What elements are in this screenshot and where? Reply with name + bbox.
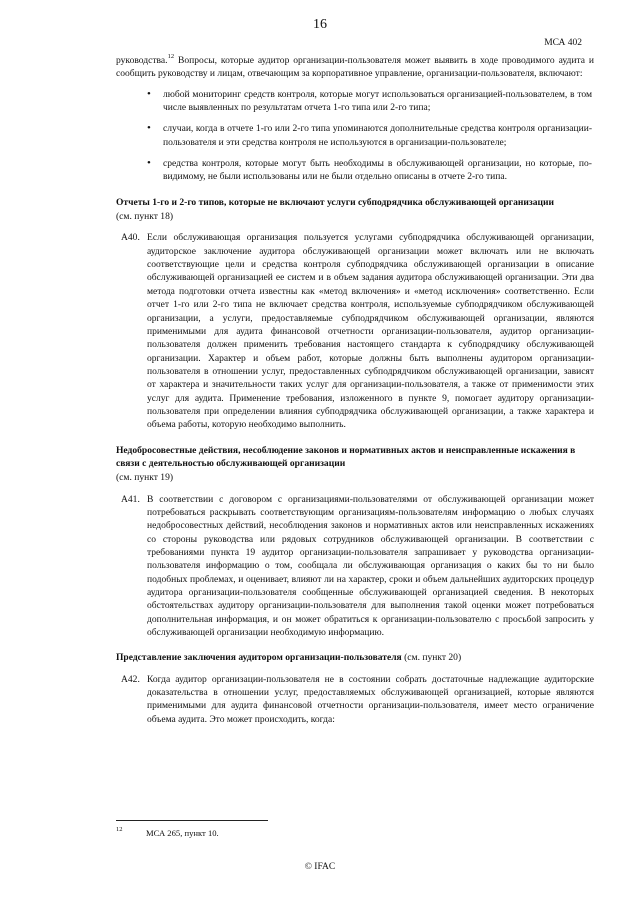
page-body — [116, 54, 594, 726]
bullet-icon: • — [147, 157, 151, 170]
standard-label: МСА 402 — [544, 38, 582, 48]
list-item-text: средства контроля, которые могут быть необходимы в обслуживающей организации, но которые, по-видимому, не были использованы или не были отдельно описаны в отчете 2-го типа. — [163, 158, 592, 183]
bullet-list — [116, 88, 594, 184]
section-reference: (см. пункт 19) — [116, 472, 174, 484]
paragraph-text: Когда аудитор организации-пользователя не в состоянии собрать достаточные надлежащие аудиторские доказательства в отношении услуг, предоставляемых обслуживающей организацией, которые являются применимыми для аудита финансовой отчетности организации-пользователя, имеет место ограничение объема аудита. Это может происходить, когда: — [147, 673, 594, 725]
page-number: 16 — [313, 17, 327, 32]
numbered-paragraph — [116, 673, 594, 726]
paragraph-text: Если обслуживающая организация пользуется услугами субподрядчика обслуживающей организации, аудиторское заключение аудитора обслуживающей организации может включать или не включать соответствующие цели и средства контроля субподрядчика обслуживающей организации в описание обслуживающей организацией ее систем и в объем задания аудитора обслуживающей организации. Эти два метода подготовки отчета известны как «метод включения» и «метод исключения» соответственно. Если отчет 1-го или 2-го типа не включает средства контроля, используемые субподрядчиком обслуживающей организации, а услуги, предоставляемые субподрядчиком обслуживающей организации, являются применимыми для аудита финансовой отчетности организации-пользователя, аудитор организации-пользователя должен применить требования настоящего стандарта к субподрядчику обслуживающей организации. Характер и объем работ, которые должны быть выполнены аудитором организации-пользователя в отношении услуг, предоставленных субподрядчиком обслуживающей организации, зависят от характера и значительности таких услуг для организации-пользователя, а также от применимости этих услуг для аудита. Применение требования, изложенного в пункте 9, помогает аудитору организации-пользователя при определении влияния субподрядчика обслуживающей организации, а также характера и объема работы, которую необходимо выполнить. — [147, 232, 594, 431]
list-item-text: случаи, когда в отчете 1-го или 2-го типа упоминаются дополнительные средства контроля организации-пользователя и эти средства контроля не используются в организации-пользователе; — [163, 123, 592, 148]
bullet-icon: • — [147, 87, 151, 100]
footnote-number: 12 — [116, 826, 123, 833]
copyright: © IFAC — [304, 862, 336, 872]
bullet-icon: • — [147, 122, 151, 135]
numbered-paragraph — [116, 493, 594, 640]
section-reference: (см. пункт 18) — [116, 211, 174, 223]
section-heading: Отчеты 1-го и 2-го типов, которые не включают услуги субподрядчика обслуживающей организации — [116, 196, 555, 208]
section-heading: Недобросовестные действия, несоблюдение законов и нормативных актов и неисправленные искажения в связи с деятельностью обслуживающей организации — [116, 444, 576, 469]
list-item — [116, 157, 594, 184]
paragraph-text: В соответствии с договором с организациями-пользователями от обслуживающей организации может потребоваться раскрывать соответствующим организациям-пользователям информацию о любых случаях недобросовестных действий, несоблюдения законов и нормативных актов или неисправленных искажениях со стороны руководства или рядовых сотрудников обслуживающей организации. В соответствии с требованиями пункта 19 аудитор организации-пользователя запрашивает у руководства организации-пользователя информацию о том, сообщала ли обслуживающая организация о каких бы то ни было подобных проблемах, и оценивает, влияют ли на характер, сроки и объем дальнейших аудиторских процедур аудитора организации-пользователя сообщенные обслуживающей организацией сведения. В некоторых обстоятельствах аудитору организации-пользователя для выполнения такой оценки может потребоваться дополнительная информация, и он может обратиться к организации-пользователю с просьбой запросить у обслуживающей организации необходимую информацию. — [147, 493, 594, 639]
section-heading-inline — [116, 651, 594, 664]
footnote-ref: 12 — [167, 52, 175, 60]
section-reference: (см. пункт 20) — [404, 652, 462, 664]
intro-text-start: руководства. — [116, 55, 168, 66]
paragraph-number: A41. — [121, 493, 140, 505]
intro-text-end: Вопросы, которые аудитор организации-пользователя может выявить в ходе проводимого аудита и сообщить руководству и лицам, отвечающим за корпоративное управление, организации-пользователя, включают: — [116, 55, 594, 80]
paragraph-number: A40. — [121, 232, 140, 244]
intro-paragraph — [116, 54, 594, 81]
numbered-paragraph — [116, 231, 594, 431]
footnote-text: МСА 265, пункт 10. — [146, 828, 219, 838]
paragraph-number: A42. — [121, 673, 140, 685]
list-item — [116, 88, 594, 115]
footnote-divider — [116, 820, 268, 821]
list-item — [116, 122, 594, 149]
section-heading-text: Представление заключения аудитором организации-пользователя — [116, 652, 402, 664]
list-item-text: любой мониторинг средств контроля, которые могут использоваться организацией-пользователем, в том числе выявленных по результатам отчета 1-го типа или 2-го типа; — [163, 88, 592, 114]
